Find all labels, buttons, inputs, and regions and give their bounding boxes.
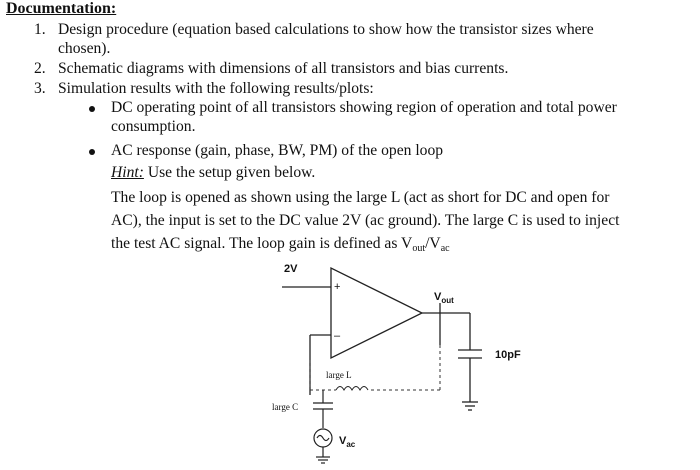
minus-terminal: – — [334, 330, 341, 342]
item-1-text-cont: chosen). — [58, 40, 111, 57]
sub-ac: ac — [440, 243, 450, 254]
item-2-text: Schematic diagrams with dimensions of all transistors and bias currents. — [58, 60, 509, 77]
capacitor-label: large C — [272, 402, 299, 412]
input-voltage-label: 2V — [284, 263, 298, 275]
vout-label: $V_{out}$ — [434, 291, 454, 305]
inductor-label: large L — [326, 370, 352, 380]
hint-para-line-2: AC), the input is set to the DC value 2V (ac ground). The large C is used to inject — [111, 212, 620, 229]
item-3-number: 3. — [34, 80, 46, 97]
opamp-symbol — [331, 268, 422, 358]
item-3-text: Simulation results with the following results/plots: — [58, 80, 374, 97]
loop-gain-text: the test AC signal. The loop gain is defined as V — [111, 235, 413, 252]
inductor-symbol — [336, 387, 368, 391]
bullet-1-text-cont: consumption. — [111, 118, 196, 135]
item-2-number: 2. — [34, 60, 46, 77]
section-heading: Documentation: — [6, 0, 117, 17]
source-label: $V_{ac}$ — [339, 435, 356, 449]
plus-terminal: + — [334, 281, 341, 293]
sub-out: out — [412, 243, 426, 254]
bullet-2-text: AC response (gain, phase, BW, PM) of the open loop — [111, 142, 444, 159]
hint-para-line-1: The loop is opened as shown using the large L (act as short for DC and open for — [111, 189, 610, 206]
capacitor-value-label: 10pF — [495, 349, 521, 361]
item-1-text: Design procedure (equation based calculations to show how the transistor sizes where — [58, 21, 594, 38]
item-1-number: 1. — [34, 21, 46, 38]
loop-gain-slash: /V — [425, 235, 441, 252]
hint-label: Hint: — [111, 164, 144, 181]
bullet-1-text: DC operating point of all transistors showing region of operation and total power — [111, 99, 617, 116]
hint-text: Use the setup given below. — [147, 164, 316, 181]
